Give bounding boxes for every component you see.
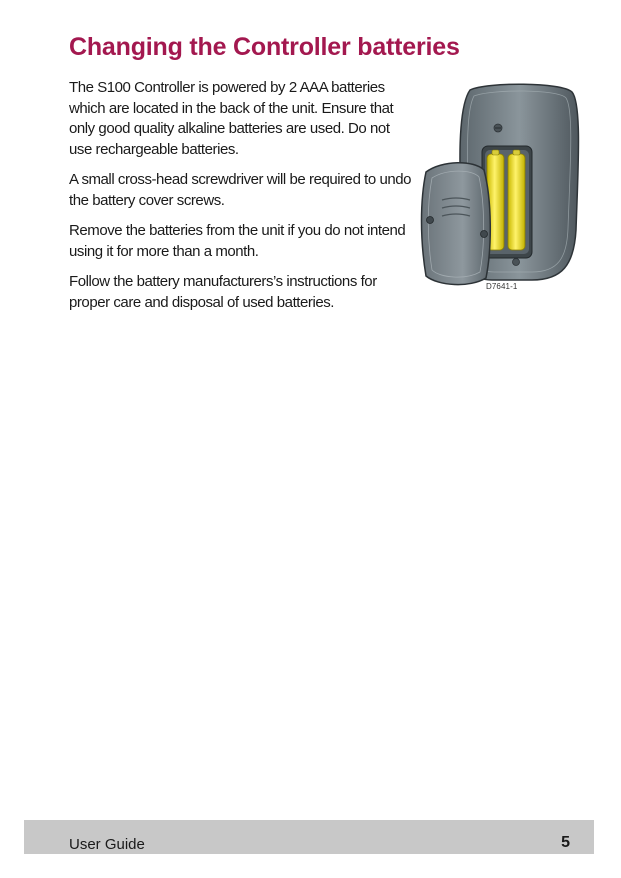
paragraph-screwdriver: A small cross-head screwdriver will be required to undo the battery cover screws.	[69, 171, 412, 209]
paragraph-battery-type: The S100 Controller is powered by 2 AAA batteries which are located in the back of the unit. Ensure that only good quality alkaline batteries are used. Do not use rechargeable batteries.	[69, 79, 394, 158]
figure-reference: D7641-1	[486, 282, 518, 291]
battery-cover	[422, 163, 491, 285]
page-number: 5	[561, 834, 570, 851]
footer-bar	[24, 820, 594, 854]
paragraph-remove-batteries: Remove the batteries from the unit if you do not intend using it for more than a month.	[69, 222, 406, 260]
footer-label: User Guide	[69, 836, 145, 853]
controller-illustration-svg	[412, 80, 582, 296]
page-title: Changing the Controller batteries	[69, 33, 460, 61]
controller-battery-illustration	[412, 80, 582, 296]
body-text	[69, 78, 414, 323]
paragraph-disposal: Follow the battery manufacturers’s instructions for proper care and disposal of used batteries.	[69, 273, 377, 311]
